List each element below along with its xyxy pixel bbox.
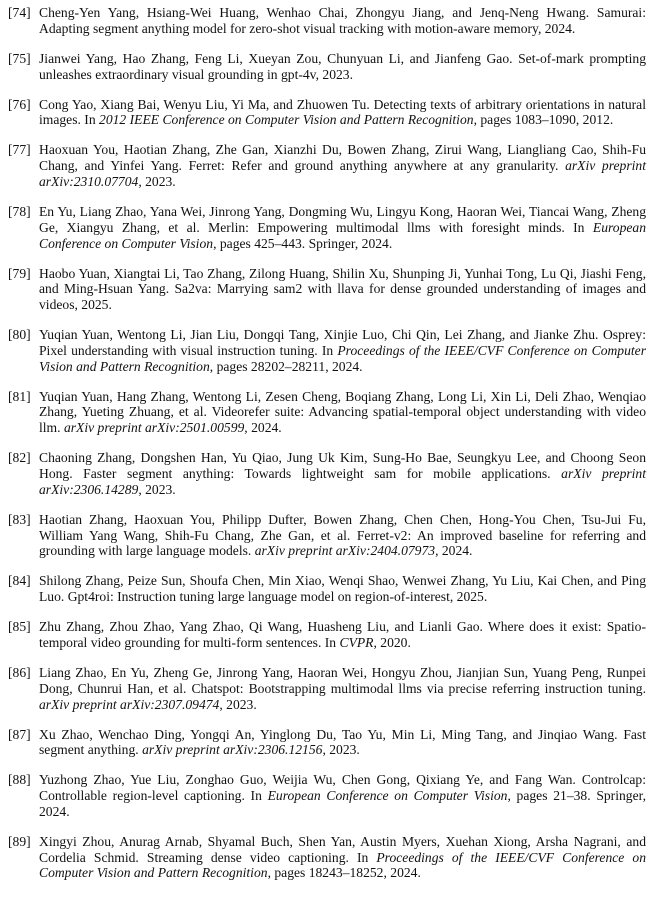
reference-number: [89]: [8, 833, 31, 849]
reference-item: [8, 5, 646, 37]
venue: CVPR: [339, 634, 374, 650]
reference-number: [78]: [8, 203, 31, 219]
reference-item: [8, 450, 646, 497]
reference-item: [8, 512, 646, 559]
reference-number: [74]: [8, 5, 31, 20]
reference-number: [87]: [8, 726, 31, 742]
venue: European Conference on Computer Vision: [39, 219, 646, 251]
reference-number: [79]: [8, 265, 31, 281]
reference-text: Yuqian Yuan, Wentong Li, Jian Liu, Dongqi Tang, Xinjie Luo, Chi Qin, Lei Zhang, and Jianke Zhu. Osprey: Pixel understanding with visual instruction tuning. In Proceedings of the IEEE/CVF Conference on Computer Vision and Pattern Recognition, pages 28202–28211, 2024.: [39, 327, 647, 374]
reference-number: [76]: [8, 96, 31, 112]
reference-text: Xu Zhao, Wenchao Ding, Yongqi An, Yinglong Du, Tao Yu, Min Li, Ming Tang, and Jinqiao Wang. Fast segment anything. arXiv preprint arXiv:2306.12156, 2023.: [39, 726, 646, 758]
venue: arXiv preprint arXiv:2501.00599: [63, 420, 245, 436]
reference-text: Liang Zhao, En Yu, Zheng Ge, Jinrong Yang, Haoran Wei, Hongyu Zhou, Jianjian Sun, Yuang Peng, Runpei Dong, Chunrui Han, et al. Chatspot: Bootstrapping multimodal llms via precise referring instruction tuning. arXiv preprint arXiv:2307.09474, 2023.: [39, 664, 646, 712]
venue: Proceedings of the IEEE/CVF Conference on Computer Vision and Pattern Recognition: [39, 342, 647, 374]
reference-number: [82]: [8, 450, 31, 466]
reference-item: [8, 573, 646, 605]
reference-text: Cheng-Yen Yang, Hsiang-Wei Huang, Wenhao Chai, Zhongyu Jiang, and Jenq-Neng Hwang. Samurai: Adapting segment anything model for zero-shot visual tracking with motion-aware memory, 2024.: [39, 5, 646, 36]
reference-item: [8, 327, 646, 374]
reference-item: [8, 204, 646, 251]
reference-number: [84]: [8, 573, 31, 589]
reference-text: En Yu, Liang Zhao, Yana Wei, Jinrong Yang, Dongming Wu, Lingyu Kong, Haoran Wei, Tiancai Wang, Zheng Ge, Xiangyu Zhang, et al. Merlin: Empowering multimodal llms with foresight minds. In European Conference on Computer Vision, pages 425–443. Springer, 2024.: [39, 203, 646, 251]
reference-number: [77]: [8, 142, 31, 158]
reference-text: Haotian Zhang, Haoxuan You, Philipp Dufter, Bowen Zhang, Chen Chen, Hong-You Chen, Tsu-Jui Fu, William Yang Wang, Shih-Fu Chang, Zhe Gan, et al. Ferret-v2: An improved baseline for referring and grounding with large language models. arXiv preprint arXiv:2404.07973, 2024.: [39, 511, 646, 559]
reference-text: Yuqian Yuan, Hang Zhang, Wentong Li, Zesen Cheng, Boqiang Zhang, Long Li, Xin Li, Deli Zhao, Wenqiao Zhang, Yueting Zhuang, et al. Videorefer suite: Advancing spatial-temporal object understanding with video llm. arXiv preprint arXiv:2501.00599, 2024.: [39, 388, 646, 436]
reference-item: [8, 727, 646, 759]
reference-number: [83]: [8, 511, 31, 527]
venue: Proceedings of the IEEE/CVF Conference on Computer Vision and Pattern Recognition: [39, 849, 646, 881]
reference-number: [80]: [8, 327, 31, 343]
reference-text: Yuzhong Zhao, Yue Liu, Zonghao Guo, Weijia Wu, Chen Gong, Qixiang Ye, and Fang Wan. Controlcap: Controllable region-level captioning. In European Conference on Computer Vision, pages 21–38. Springer, 2024.: [39, 772, 646, 819]
reference-text: Cong Yao, Xiang Bai, Wenyu Liu, Yi Ma, and Zhuowen Tu. Detecting texts of arbitrary orientations in natural images. In 2012 IEEE Conference on Computer Vision and Pattern Recognition, pages 1083–1090, 2012.: [39, 96, 646, 128]
reference-item: [8, 834, 646, 881]
reference-number: [81]: [8, 388, 31, 404]
reference-number: [88]: [8, 772, 31, 788]
reference-item: [8, 389, 646, 436]
reference-text: Haobo Yuan, Xiangtai Li, Tao Zhang, Zilong Huang, Shilin Xu, Shunping Ji, Yunhai Tong, Lu Qi, Jiashi Feng, and Ming-Hsuan Yang. Sa2va: Marrying sam2 with llava for dense grounded understanding of images and videos, 2025.: [39, 265, 646, 313]
reference-text: Jianwei Yang, Hao Zhang, Feng Li, Xueyan Zou, Chunyuan Li, and Jianfeng Gao. Set-of-mark prompting unleashes extraordinary visual grounding in gpt-4v, 2023.: [39, 50, 646, 82]
reference-text: Chaoning Zhang, Dongshen Han, Yu Qiao, Jung Uk Kim, Sung-Ho Bae, Seungkyu Lee, and Choong Seon Hong. Faster segment anything: Towards lightweight sam for mobile applications. arXiv preprint arXiv:2306.14289, 2023.: [39, 450, 647, 497]
venue: arXiv preprint arXiv:2404.07973: [254, 543, 436, 559]
reference-text: Shilong Zhang, Peize Sun, Shoufa Chen, Min Xiao, Wenqi Shao, Wenwei Zhang, Yu Liu, Kai Chen, and Ping Luo. Gpt4roi: Instruction tuning large language model on region-of-interest, 2025.: [39, 573, 646, 605]
venue: 2012 IEEE Conference on Computer Vision and Pattern Recognition: [99, 112, 474, 128]
reference-text: Haoxuan You, Haotian Zhang, Zhe Gan, Xianzhi Du, Bowen Zhang, Zirui Wang, Liangliang Cao, Shih-Fu Chang, and Yinfei Yang. Ferret: Refer and ground anything anywhere at any granularity. arXiv preprint arXiv:2310.07704, 2023.: [39, 142, 646, 189]
reference-item: [8, 772, 646, 819]
venue: arXiv preprint arXiv:2306.12156: [142, 742, 323, 758]
reference-number: [85]: [8, 619, 31, 635]
reference-item: [8, 266, 646, 313]
reference-item: [8, 51, 646, 83]
reference-item: [8, 142, 646, 189]
reference-number: [75]: [8, 50, 31, 66]
reference-item: [8, 97, 646, 129]
reference-item: [8, 619, 646, 651]
venue: European Conference on Computer Vision: [267, 788, 508, 804]
venue: arXiv preprint arXiv:2310.07704: [39, 158, 646, 189]
reference-number: [86]: [8, 664, 31, 680]
reference-list: [8, 5, 646, 895]
reference-item: [8, 665, 646, 712]
venue: arXiv preprint arXiv:2307.09474: [39, 696, 220, 712]
venue: arXiv preprint arXiv:2306.14289: [39, 466, 647, 497]
reference-text: Xingyi Zhou, Anurag Arnab, Shyamal Buch, Shen Yan, Austin Myers, Xuehan Xiong, Arsha Nagrani, and Cordelia Schmid. Streaming dense video captioning. In Proceedings of the IEEE/CVF Conference on Computer Vision and Pattern Recognition, pages 18243–18252, 2024.: [39, 833, 646, 881]
reference-text: Zhu Zhang, Zhou Zhao, Yang Zhao, Qi Wang, Huasheng Liu, and Lianli Gao. Where does it exist: Spatio-temporal video grounding for multi-form sentences. In CVPR, 2020.: [39, 619, 646, 650]
